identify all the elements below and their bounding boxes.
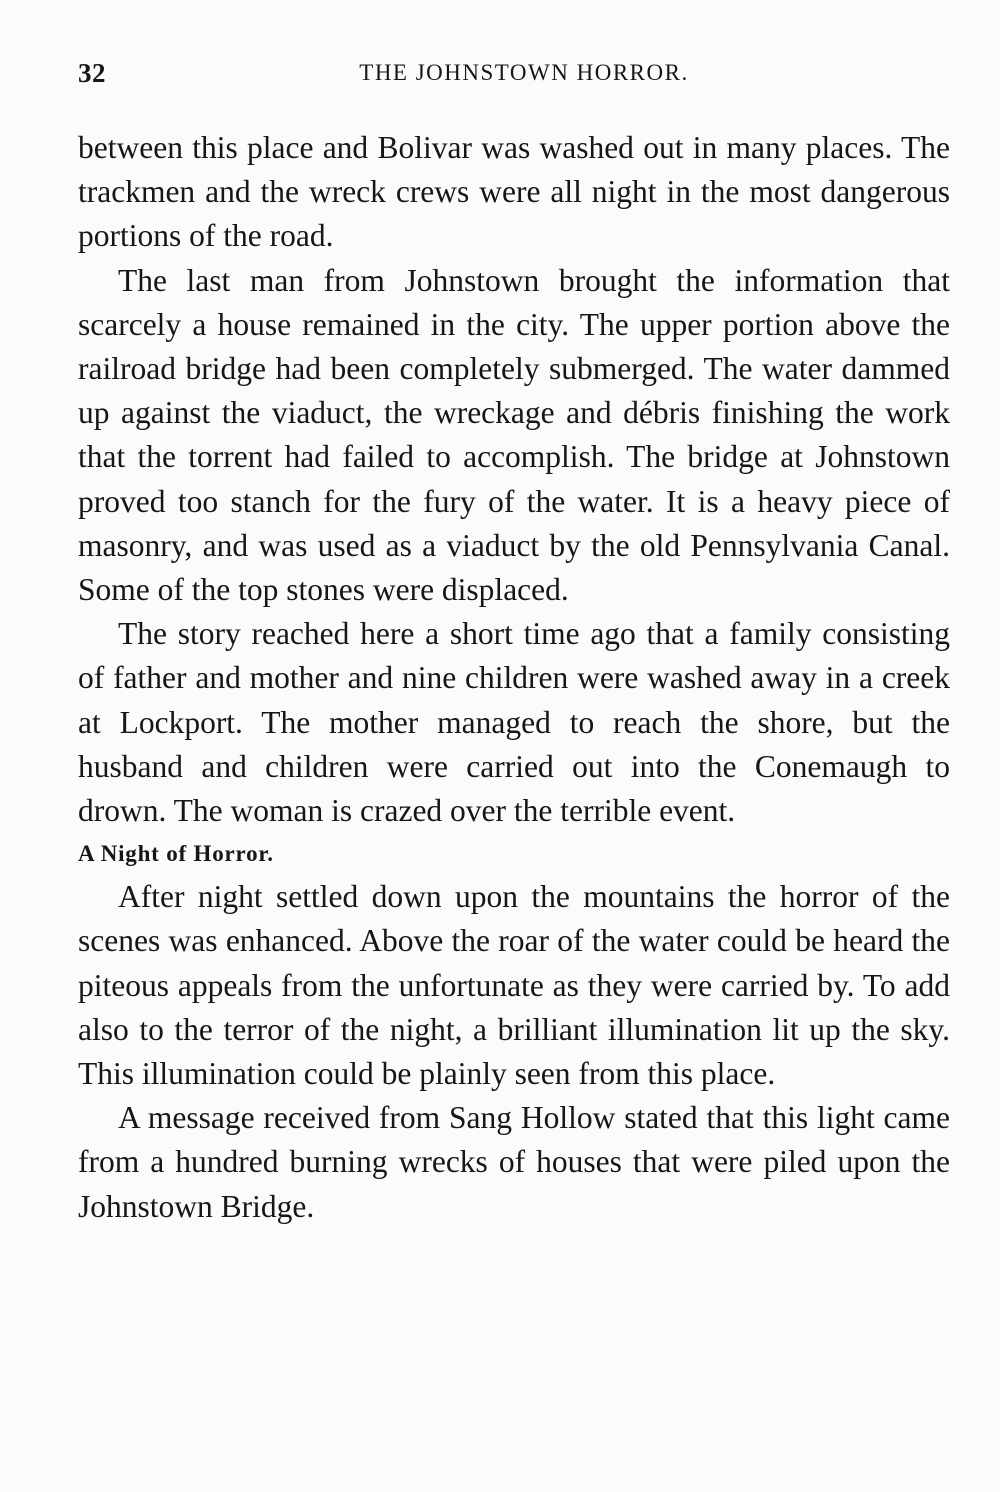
paragraph-sang-hollow-message: A message received from Sang Hollow stated that this light came from a hundred burning wrecks of houses that were piled upon the Johnstown Bridge. [78, 1100, 950, 1224]
paragraph-continuation: between this place and Bolivar was washed out in many places. The trackmen and the wreck crews were all night in the most dangerous portions of the road. [78, 130, 950, 254]
paragraph-lockport-family: The story reached here a short time ago that a family consisting of father and mother and nine children were washed away in a creek at Lockport. The mother managed to reach the shore, but the husband and children were carried out into the Conemaugh to drown. The woman is crazed over the terrible event. [78, 616, 950, 829]
running-title: THE JOHNSTOWN HORROR. [359, 60, 689, 85]
paragraph-johnstown-information: The last man from Johnstown brought the information that scarcely a house remained in the city. The upper portion above the railroad bridge had been completely submerged. The water dammed up against the viaduct, the wreckage and débris finishing the work that the torrent had failed to accomplish. The bridge at Johnstown proved too stanch for the fury of the water. It is a heavy piece of masonry, and was used as a viaduct by the old Pennsylvania Canal. Some of the top stones were displaced. [78, 262, 950, 608]
section-heading: A Night of Horror. [78, 841, 274, 867]
page-number: 32 [78, 58, 106, 88]
paragraph-night-of-horror: After night settled down upon the mountains the horror of the scenes was enhanced. Above the roar of the water could be heard the piteous appeals from the unfortunate as they were carried by. To add also to the terror of the night, a brilliant illumination lit up the sky. This illumination could be plainly seen from this place. [78, 879, 950, 1092]
body-text [78, 126, 950, 1229]
running-head [78, 58, 950, 98]
